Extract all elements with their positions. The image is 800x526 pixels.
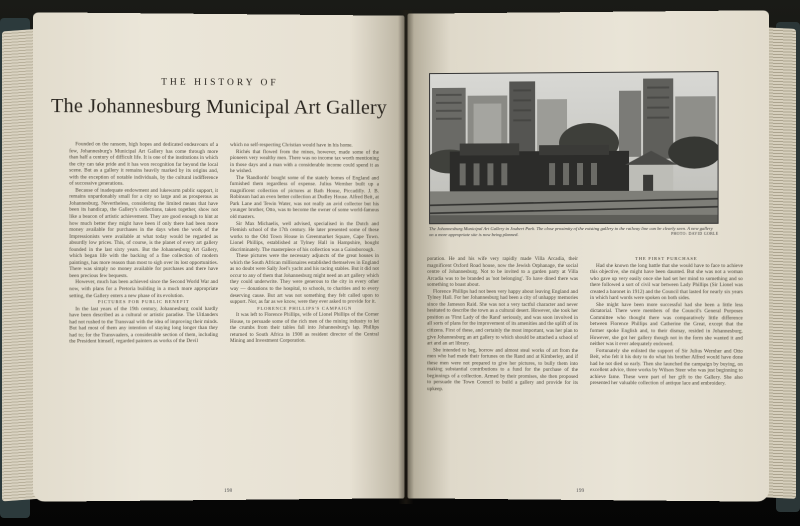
sub-heading: FLORENCE PHILLIPS'S CAMPAIGN: [257, 305, 353, 311]
paragraph: In the last years of the 19th century, Johannesburg could hardly have been described as a cultural or artistic paradise. The Uitlanders had not rushed to the Transvaal with the idea of improving their minds. But had most of them any intention of staying long longer than they had to; for the Transvaalers, a considerable section of them, including the President himself, regarded painters as works of the Devil: [69, 305, 219, 345]
gallery-building-image: [430, 72, 718, 223]
chapter-kicker: THE HISTORY OF: [161, 77, 279, 89]
gallery-photograph: [429, 71, 719, 224]
paragraph: Richés that flowed from the mines, however, made some of the pioneers very wealthy men. There was no income tax worth mentioning in those days and a man with a considerable income could spend it as he wished.: [229, 148, 379, 175]
paragraph: Florence Phillips had not been very happy about leaving England and Tylney Hall. For her Johannesburg had been a city of unhappy memories since the Jameson Raid. She was not a very tactful character and never hesitated to describe the town as a cultural desert. However, she took her position as 'First Lady of the Rand' seriously, and was soon involved in all sorts of plans for the improvement of its amenities and the uplift of its citizens. First of these, and certainly the most important, was her plan to give Johannesburg an art gallery to which should be attached a school of art and an art library.: [427, 288, 579, 347]
right-column-1: [427, 256, 578, 488]
left-page: [33, 12, 405, 502]
photo-caption: [429, 226, 719, 237]
paragraph: Sir Max Michaelis, well advised, specialised in the Dutch and Flemish school of the 17th century. He later presented some of these works to the Old Town House in Greenmarket Square, Cape Town. Lionel Phillips, established at Tylney Hall in Hampshire, bought discriminately. The masterpiece of his collection was a Gainsborough.: [229, 220, 379, 253]
left-column-2: [230, 142, 379, 490]
paragraph: Because of inadequate endowment and lukewarm public support, it remains unpardonably small for a city so large and as prosperous as Johannesburg. Nevertheless, considering the limited means that have been its handicap, the Gallery's collections, taken together, show not like a beacon of artistic achievement. They are good enough to hint at how much better they might have been if only there had been more money available for purchases in the days when the work of the Impressionists were available at what today would be regarded as absurdly low prices. This, of course, is the planet of every art gallery founded in the last sixty years. But the Johannesburg Art Gallery, which began life with the backing of a fine collection of modern paintings, has more reason than most to sigh over its lost opportunities. There was simply no money available for purchases and there have been precious few bequests.: [69, 187, 219, 280]
page-number-right: 199: [576, 487, 585, 494]
paragraph: Founded on the ransom, high hopes and dedicated endeavours of a few, Johannesburg's Municipal Art Gallery has come through more than half a century of difficult life. It is one of the institutions in which the city can take pride and it has won recognition far beyond the local scene. But as a gallery it remains heavily marked by its origins and, with the exception of notable individuals, by the cultural indifference of successive generations.: [69, 141, 219, 188]
right-page: [407, 10, 769, 501]
left-column-1: [69, 141, 218, 491]
caption-text: The Johannesburg Municipal Art Gallery in Joubert Park. The close proximity of the existing gallery to the railway line can be clearly seen. A new gallery on a more appropriate site is now being planned.: [429, 225, 713, 237]
page-number-left: 198: [223, 487, 233, 494]
paragraph: which no self-respecting Christian would have in his home.: [229, 142, 353, 149]
paragraph: However, much has been achieved since the Second World War and now, with plans for a Pretoria building in a much more appropriate setting, the Gallery enters a new phase of its evolution.: [69, 279, 219, 299]
photo-credit: PHOTO: DAVID GOBLE: [671, 231, 719, 236]
sub-heading: THE FIRST PURCHASE: [635, 256, 698, 262]
paragraph: Had she known the long battle that she would have to face to achieve this objective, she might have been daunted. But she was not a woman who gave up very easily once she had set her mind to something and so there followed a sort of civil war between Lady Phillips (Sir Lionel was created a baronet in 1912) and the Council that lasted for nearly six years in which hard words were spoken on both sides.: [589, 262, 743, 302]
paragraph: The 'Randlords' bought some of the stately homes of England and furnished them regardless of expense. Julius Wernher built up a magnificent collection of pictures at Bath House, Piccadilly. J. B. Robinson had an even better collection at Dudley House. Alfred Beit, at Park Lane and Tewin Water, was not really an avid collector but his younger brother, Otto, was to become the owner of some world-famous old masters.: [229, 174, 379, 221]
paragraph: These pictures were the necessary adjuncts of the great houses in which the South African millionaires established themselves in England as no doubt were Sally Joel's yacht and his racing stables. But it did not occur to any of them that Johannesburg might need an art gallery which they could underwrite. They were generous to the city in every other way — donations to the hospital, to schools, to charities and to every deserving cause. But art was not something they felt called upon to support. Nor, as far as we know, were they ever asked to provide for it.: [229, 253, 379, 306]
sub-heading: PICTURES FOR PUBLIC BENEFIT: [98, 299, 190, 305]
book-gutter: [398, 10, 414, 504]
right-column-2: [590, 256, 743, 489]
paragraph: She might have been more successful had she been a little less dictatorial. There were members of the Council's General Purposes Committee who thought there was comparatively little difference between Florence Phillips and Catherine the Great, except that the former spoke English and, to their dismay, resided in Johannesburg. However, she got her gallery though not in the form she wanted it and neither was it ever adequately endowed.: [589, 301, 743, 348]
chapter-title: The Johannesburg Municipal Art Gallery: [50, 94, 387, 119]
paragraph: She intended to beg, borrow and almost steal works of art from the men who had made their fortunes on the Rand and at Kimberley, and if these men were not prepared to give her pictures, to bully them into making substantial contributions to a fund for the purchase of the beginnings of a collection. Armed by their promises, she then proposed to persuade the Town Council to build a gallery and provide for its upkeep.: [427, 347, 579, 393]
paragraph: poration. He and his wife very rapidly made Villa Arcadia, their magnificent Oxford Road house, now the Jewish Orphanage, the social centre of Johannesburg. Not to be invited to a garden party at Villa Arcadia was to be branded as 'not belonging'. To have dined there was something to boast about.: [427, 256, 579, 289]
paragraph: It was left to Florence Phillips, wife of Lionel Phillips of the Corner House, to persuade some of the rich men of the mining industry to let the crumbs from their tables fall into Johannesburg's lap. Phillips returned to South Africa in 1908 as resident director of the Central Mining and Investment Corporation.: [229, 311, 379, 345]
paragraph: Fortunately she enlisted the support of Sir Julius Wernher and Otto Beit, who felt it his duty to do what his brother Alfred would have done had he not died so early. Then she launched the campaign by buying, on excellent advice, three works by Wilson Steer who was just beginning to achieve fame. These were part of her gift to the Gallery. She also presented her valuable collection of antique lace and embroidery.: [589, 347, 743, 388]
